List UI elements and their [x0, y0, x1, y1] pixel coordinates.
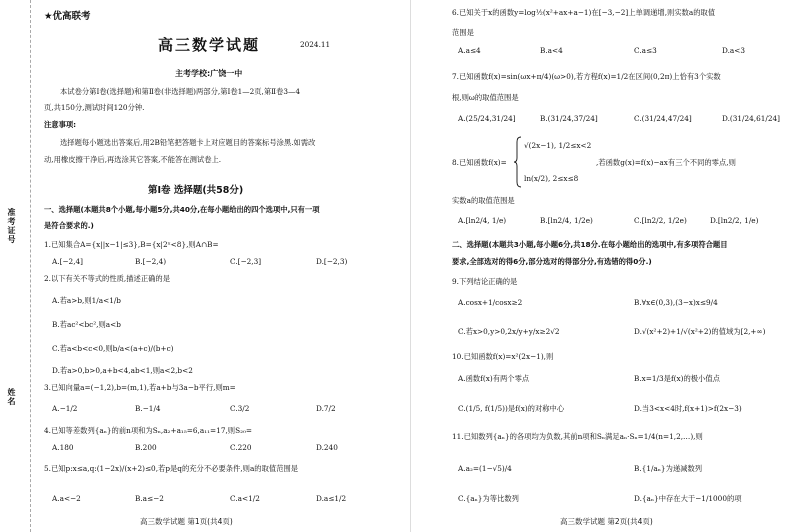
q9-stem: 9.下列结论正确的是: [452, 277, 518, 286]
q5-option-d: D.a≤1/2: [316, 494, 347, 503]
q8-case-2: ln(x/2), 2≤x≤8: [524, 174, 579, 183]
q10-option-a: A.函数f(x)有两个零点: [458, 374, 530, 383]
q10-stem: 10.已知函数f(x)=x²(2x−1),则: [452, 352, 554, 361]
q11-option-b: B.{1/aₙ}为递减数列: [634, 464, 703, 473]
footer-right: 高三数学试题 第2页(共4页): [560, 517, 653, 526]
q10-option-b: B.x=1/3是f(x)的极小值点: [634, 374, 720, 383]
piecewise-brace: [514, 136, 522, 188]
q4-stem: 4.已知等差数列{aₙ}的前n项和为Sₙ,a₂+a₁₅=6,a₁₁=17,则S₂₀=: [44, 426, 253, 435]
note-line-2: 动,用橡皮擦干净后,再选涂其它答案,不能答在测试卷上.: [44, 155, 222, 164]
q3-stem: 3.已知向量a=(−1,2),b=(m,1),若a+b与3a−b平行,则m=: [44, 383, 236, 392]
q9-option-c: C.若x>0,y>0,2x/y+y/x≥2√2: [458, 327, 560, 336]
q9-option-a: A.cosx+1/cosx≥2: [458, 298, 523, 307]
q7-option-c: C.(31/24,47/24]: [634, 114, 692, 123]
q6-option-a: A.a≤4: [458, 46, 481, 55]
q2-stem: 2.以下有关不等式的性质,描述正确的是: [44, 274, 171, 283]
q11-option-c: C.{aₙ}为等比数列: [458, 494, 519, 503]
q5-option-a: A.a<−2: [52, 494, 81, 503]
q3-option-c: C.3/2: [230, 404, 250, 413]
q1-option-a: A.[−2,4]: [52, 257, 84, 266]
q6-option-c: C.a≤3: [634, 46, 657, 55]
q11-option-d: D.{aₙ}中存在大于−1/1000的项: [634, 494, 742, 503]
q5-option-c: C.a<1/2: [230, 494, 260, 503]
q6-option-b: B.a<4: [540, 46, 563, 55]
q5-option-b: B.a≤−2: [135, 494, 164, 503]
q4-option-d: D.240: [316, 443, 338, 452]
q11-option-a: A.a₂=(1−√5)/4: [458, 464, 512, 473]
q1-option-b: B.[−2,4): [135, 257, 167, 266]
brand: ★优高联考: [44, 11, 91, 22]
page-divider: [410, 0, 411, 532]
q3-option-a: A.−1/2: [52, 404, 78, 413]
host-school: 主考学校:广饶一中: [175, 69, 243, 78]
q2-option-a: A.若a>b,则1/a<1/b: [52, 296, 121, 305]
q1-option-d: D.[−2,3): [316, 257, 348, 266]
part1-title: 第Ⅰ卷 选择题(共58分): [148, 185, 244, 196]
section1-line-2: 是符合要求的.): [44, 221, 94, 230]
binding-line: [30, 0, 31, 532]
section2-line-2: 要求,全部选对的得6分,部分选对的得部分分,有选错的得0分.): [452, 257, 652, 266]
intro-line-1: 本试卷分第Ⅰ卷(选择题)和第Ⅱ卷(非选择题)两部分,第Ⅰ卷1—2页,第Ⅱ卷3—4: [60, 87, 300, 96]
q10-option-d: D.当3<x<4时,f(x+1)>f(2x−3): [634, 404, 742, 413]
intro-line-2: 页,共150分,测试时间120分钟.: [44, 103, 145, 112]
q3-option-b: B.−1/4: [135, 404, 161, 413]
name-label: 姓名: [7, 388, 16, 406]
q3-option-d: D.7/2: [316, 404, 336, 413]
q7-option-d: D.(31/24,61/24]: [722, 114, 780, 123]
q6-stem: 6.已知关于x的函数y=log½(x²+ax+a−1)在[−3,−2]上单调递增,则实数a的取值: [452, 8, 716, 17]
q8-stem-pre: 8.已知函数f(x)=: [452, 158, 507, 167]
q8-case-1: √(2x−1), 1/2≤x<2: [524, 141, 592, 150]
exam-number-label: 准考证号: [7, 208, 16, 244]
q10-option-c: C.(1/5, f(1/5))是f(x)的对称中心: [458, 404, 565, 413]
q8-option-b: B.[ln2/4, 1/2e): [540, 216, 593, 225]
q8-option-a: A.[ln2/4, 1/e): [458, 216, 507, 225]
q7-option-a: A.(25/24,31/24]: [458, 114, 516, 123]
q8-stem-post: ,若函数g(x)=f(x)−ax有三个不同的零点,则: [596, 158, 736, 167]
section2-line-1: 二、选择题(本题共3小题,每小题6分,共18分.在每小题给出的选项中,有多项符合题目: [452, 240, 728, 249]
footer-left: 高三数学试题 第1页(共4页): [140, 517, 233, 526]
q2-option-b: B.若ac²<bc²,则a<b: [52, 320, 121, 329]
section1-line-1: 一、选择题(本题共8个小题,每小题5分,共40分,在每小题给出的四个选项中,只有一项: [44, 205, 320, 214]
q7-stem: 7.已知函数f(x)=sin(ωx+π/4)(ω>0),若方程f(x)=1/2在区间(0,2π)上恰有3个实数: [452, 72, 721, 81]
q4-option-c: C.220: [230, 443, 252, 452]
q4-option-b: B.200: [135, 443, 157, 452]
notes-title: 注意事项:: [44, 120, 77, 129]
q9-option-d: D.√(x²+2)+1/√(x²+2)的值域为[2,+∞): [634, 327, 766, 336]
q1-option-c: C.[−2,3]: [230, 257, 262, 266]
q8-option-d: D.[ln2/2, 1/e): [710, 216, 759, 225]
note-line-1: 选择题每小题选出答案后,用2B铅笔把答题卡上对应题目的答案标号涂黑.如需改: [60, 138, 316, 147]
q8-stem-2: 实数a的取值范围是: [452, 196, 515, 205]
q1-stem: 1.已知集合A={x||x−1|≤3},B={x|2ˣ<8},则A∩B=: [44, 240, 219, 249]
q8-option-c: C.[ln2/2, 1/2e): [634, 216, 687, 225]
q7-option-b: B.(31/24,37/24]: [540, 114, 598, 123]
q11-stem: 11.已知数列{aₙ}的各项均为负数,其前n项和Sₙ满足aₙ·Sₙ=1/4(n=1,2,…),则: [452, 432, 703, 441]
q5-stem: 5.已知p:x≤a,q:(1−2x)/(x+2)≤0,若p是q的充分不必要条件,则a的取值范围是: [44, 464, 299, 473]
q6-option-d: D.a<3: [722, 46, 746, 55]
q7-stem-2: 根,则ω的取值范围是: [452, 93, 519, 102]
q9-option-b: B.∀x∈(0,3),(3−x)x≤9/4: [634, 298, 718, 307]
q2-option-d: D.若a>0,b>0,a+b<4,ab<1,则a<2,b<2: [52, 366, 193, 375]
q6-stem-2: 范围是: [452, 28, 474, 37]
q4-option-a: A.180: [52, 443, 74, 452]
q2-option-c: C.若a<b<c<0,则b/a<(a+c)/(b+c): [52, 344, 174, 353]
page-title: 高三数学试题: [158, 36, 261, 54]
exam-date: 2024.11: [300, 40, 331, 49]
